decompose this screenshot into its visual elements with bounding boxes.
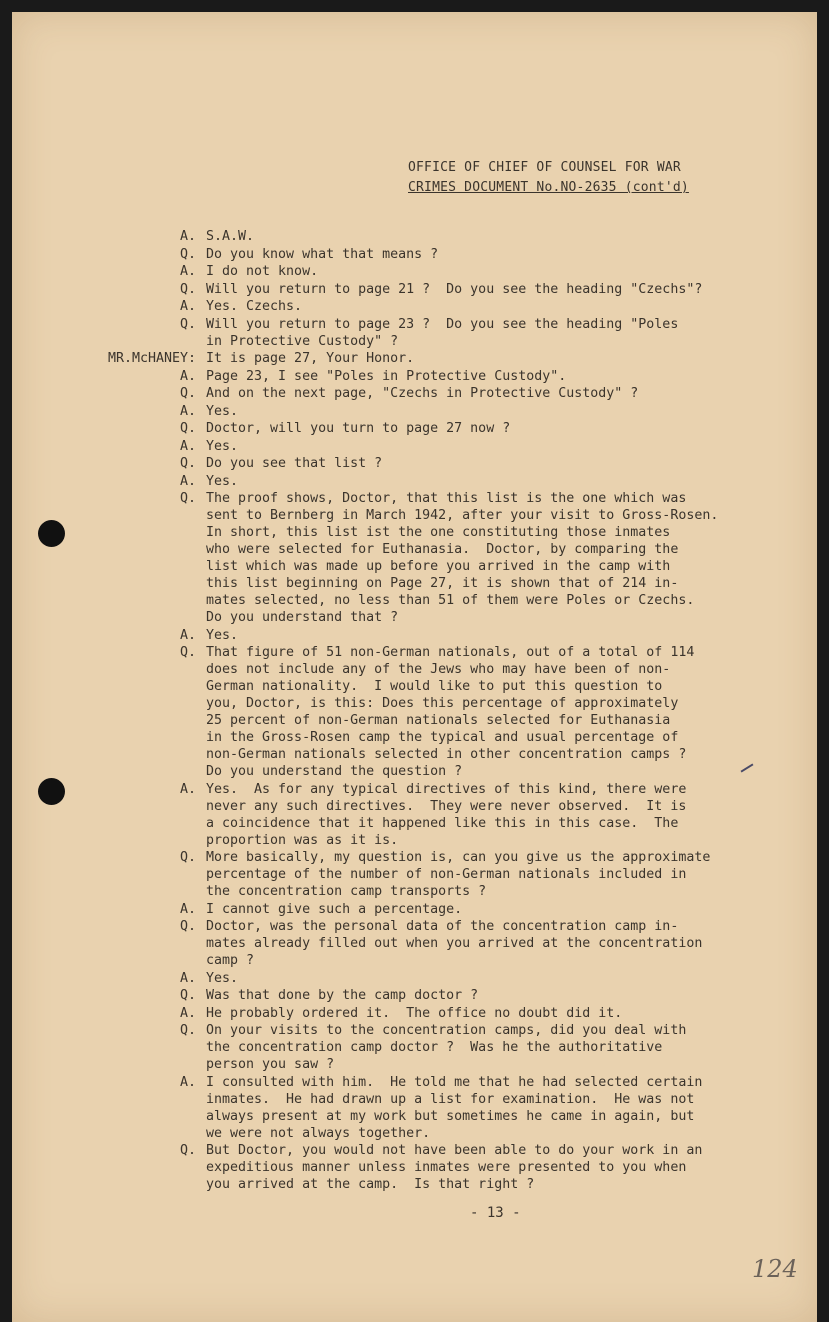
transcript-entry	[100, 970, 760, 987]
transcript-entry	[100, 350, 760, 367]
transcript-entry	[100, 849, 760, 900]
document-page	[12, 12, 817, 1322]
punch-hole	[38, 520, 65, 547]
transcript-entry	[100, 490, 760, 626]
speaker-label: A.	[179, 901, 196, 917]
testimony-text: Yes.	[206, 403, 239, 419]
transcript-entry	[100, 473, 760, 490]
speaker-label: Q.	[179, 850, 196, 865]
transcript-entry	[100, 1074, 760, 1142]
testimony-text: Doctor, was the personal data of the concentration camp in- mates already filled out when you arrived at the concentration camp ?	[206, 919, 703, 968]
transcript-entry	[100, 1022, 760, 1073]
speaker-label: Q.	[179, 1143, 196, 1158]
testimony-text: I do not know.	[206, 264, 319, 279]
testimony-text: More basically, my question is, can you give us the approximate percentage of the number of non-German nationals included in the concentration camp transports ?	[206, 850, 711, 899]
testimony-text: S.A.W.	[206, 229, 255, 244]
testimony-text: The proof shows, Doctor, that this list is the one which was sent to Bernberg in March 1942, after your visit to Gross-Rosen. In short, this list ist the one constituting those inmates who were selected for Euthanasia. Doctor, by comparing the list which was made up before you arrived in the camp with this list beginning on Page 27, it is shown that of 214 in- mates selected, no less than 51 of them were Poles or Czechs. Do you understand that ?	[206, 491, 719, 625]
transcript-entry	[100, 987, 760, 1004]
testimony-text: I cannot give such a percentage.	[206, 901, 463, 917]
testimony-text: But Doctor, you would not have been able to do your work in an expeditious manner unless inmates were presented to you when you arrived at the camp. Is that right ?	[206, 1143, 703, 1192]
transcript-entry	[100, 438, 760, 455]
transcript-entry	[100, 298, 760, 315]
testimony-text: Page 23, I see "Poles in Protective Custody".	[206, 368, 567, 384]
transcript-entry	[100, 901, 760, 918]
speaker-label: Q.	[179, 246, 196, 262]
testimony-text: He probably ordered it. The office no doubt did it.	[206, 1005, 623, 1021]
transcript-entry	[100, 281, 760, 298]
speaker-label: A.	[179, 970, 196, 986]
testimony-text: Doctor, will you turn to page 27 now ?	[206, 421, 511, 436]
speaker-label: Q.	[179, 456, 196, 471]
testimony-text: Yes.	[206, 970, 239, 986]
speaker-label: A.	[179, 781, 196, 797]
testimony-text: Was that done by the camp doctor ?	[206, 988, 479, 1003]
speaker-label: A.	[179, 229, 196, 244]
speaker-label: Q.	[179, 988, 196, 1003]
speaker-label: A.	[179, 299, 196, 314]
handwritten-margin-note: 124	[752, 1255, 798, 1283]
speaker-label: Q.	[179, 386, 196, 401]
transcript-entry	[100, 368, 760, 385]
testimony-text: Do you see that list ?	[206, 456, 383, 471]
speaker-label: A.	[179, 1074, 196, 1090]
punch-hole	[38, 778, 65, 805]
testimony-text: It is page 27, Your Honor.	[206, 351, 415, 366]
transcript	[100, 228, 760, 1194]
speaker-label: Q.	[179, 1023, 196, 1038]
header-line-1: OFFICE OF CHIEF OF COUNSEL FOR WAR	[408, 160, 681, 175]
speaker-label: Q.	[179, 645, 196, 660]
transcript-entry	[100, 403, 760, 420]
testimony-text: Yes.	[206, 473, 239, 489]
speaker-label: Q.	[179, 919, 196, 934]
transcript-entry	[100, 1142, 760, 1193]
transcript-entry	[100, 420, 760, 437]
transcript-entry	[100, 263, 760, 280]
testimony-text: Do you know what that means ?	[206, 246, 439, 262]
transcript-entry	[100, 1005, 760, 1022]
testimony-text: Will you return to page 23 ? Do you see the heading "Poles in Protective Custody" ?	[206, 316, 679, 349]
testimony-text: Will you return to page 21 ? Do you see the heading "Czechs"?	[206, 281, 703, 297]
testimony-text: Yes.	[206, 627, 239, 643]
transcript-entry	[100, 228, 760, 245]
transcript-entry	[100, 385, 760, 402]
transcript-entry	[100, 781, 760, 849]
transcript-entry	[100, 246, 760, 263]
testimony-text: That figure of 51 non-German nationals, out of a total of 114 does not include any of the Jews who may have been of non- German nationality. I would like to put this question to you, Doctor, is this: Does this percentage of approximately 25 percent of non-German nationals selected for Euthanasia in the Gross-Rosen camp the typical and usual percentage of non-German nationals selected in other concentration camps ? Do you understand the question ?	[206, 645, 695, 779]
transcript-entry	[100, 455, 760, 472]
speaker-label: A.	[179, 403, 196, 419]
speaker-label: A.	[179, 368, 196, 384]
speaker-label: MR.McHANEY:	[107, 351, 196, 366]
transcript-entry	[100, 918, 760, 969]
speaker-label: A.	[179, 627, 196, 643]
speaker-label: A.	[179, 1005, 196, 1021]
testimony-text: I consulted with him. He told me that he had selected certain inmates. He had drawn up a list for examination. He was not always present at my work but sometimes he came in again, but we were not always together.	[206, 1074, 703, 1141]
speaker-label: Q.	[179, 316, 196, 332]
speaker-label: A.	[179, 473, 196, 489]
speaker-label: Q.	[179, 491, 196, 506]
testimony-text: And on the next page, "Czechs in Protective Custody" ?	[206, 386, 639, 401]
testimony-text: On your visits to the concentration camps, did you deal with the concentration camp doctor ? Was he the authoritative person you saw ?	[206, 1023, 687, 1072]
speaker-label: Q.	[179, 421, 196, 436]
testimony-text: Yes. As for any typical directives of this kind, there were never any such directives. They were never observed. It is a coincidence that it happened like this in this case. The proportion was as it is.	[206, 781, 687, 848]
page-number: - 13 -	[470, 1205, 521, 1221]
document-header	[408, 158, 689, 198]
speaker-label: A.	[179, 264, 196, 279]
transcript-entry	[100, 644, 760, 780]
transcript-entry	[100, 316, 760, 350]
testimony-text: Yes. Czechs.	[206, 299, 303, 314]
testimony-text: Yes.	[206, 438, 239, 454]
header-line-2: CRIMES DOCUMENT No.NO-2635 (cont'd)	[408, 180, 689, 195]
transcript-entry	[100, 627, 760, 644]
speaker-label: A.	[179, 438, 196, 454]
speaker-label: Q.	[179, 281, 196, 297]
